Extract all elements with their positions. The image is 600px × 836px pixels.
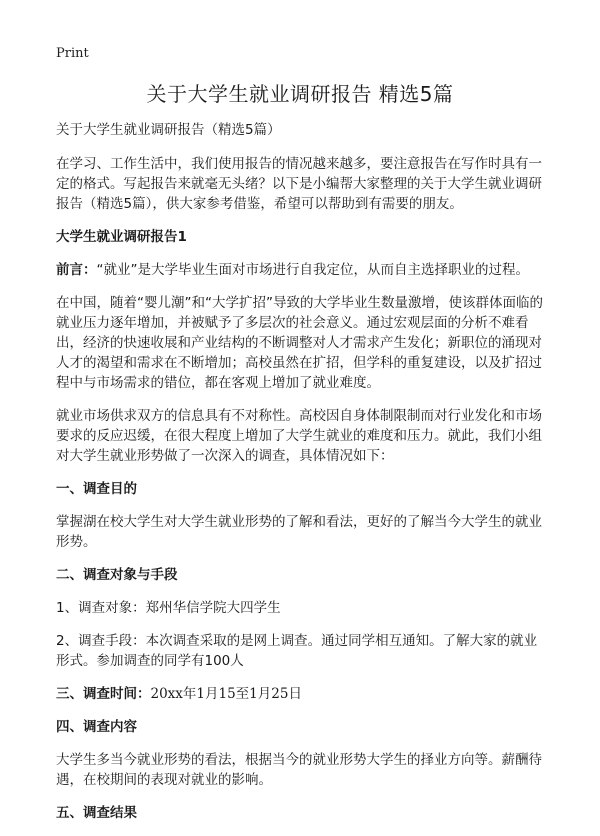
document-body [56, 120, 548, 836]
preface-paragraph [56, 260, 548, 280]
section-3-date: 20xx年1月15至1月25日 [150, 686, 302, 702]
preface-label: 前言： [56, 262, 97, 278]
preface-text: “就业”是大学毕业生面对市场进行自我定位，从而自主选择职业的过程。 [96, 262, 529, 278]
section-2-item-1: 1、调查对象：郑州华信学院大四学生 [56, 600, 281, 616]
section-4-text: 大学生多当今就业形势的看法，根据当今的就业形势大学生的择业方向等。薪酬待遇，在校期间的表现对就业的影响。 [56, 752, 542, 788]
intro-paragraph: 在学习、工作生活中，我们使用报告的情况越来越多，要注意报告在写作时具有一定的格式。写起报告来就毫无头绪？以下是小编帮大家整理的关于大学生就业调研报告（精选5篇），供大家参考借鉴，希望可以帮助到有需要的朋友。 [56, 156, 542, 212]
document-subtitle: 关于大学生就业调研报告（精选5篇） [56, 122, 281, 138]
china-context-paragraph: 在中国，随着“婴儿潮”和“大学扩招”导致的大学毕业生数量激增，使该群体面临的就业压力逐年增加，并被赋予了多层次的社会意义。通过宏观层面的分析不难看出，经济的快速收展和产业结构的不断调整对人才需求产生发化；新职位的涌现对人才的渴望和需求在不断增加；高校虽然在扩招，但学科的重复建设，以及扩招过程中与市场需求的错位，都在客观上增加了就业难度。 [56, 295, 543, 391]
section-4-heading: 四、调查内容 [56, 719, 137, 735]
document-title: 关于大学生就业调研报告 精选5篇 [146, 82, 454, 106]
section-1-text: 掌握湖在校大学生对大学生就业形势的了解和看法，更好的了解当今大学生的就业形势。 [56, 514, 542, 550]
section-1-heading: 一、调查目的 [56, 481, 137, 497]
section-2-item-2: 2、调查手段：本次调查采取的是网上调查。通过同学相互通知。了解大家的就业形式。参加调查的同学有100人 [56, 633, 538, 669]
section-2-heading: 二、调查对象与手段 [56, 567, 178, 583]
report-1-heading: 大学生就业调研报告1 [56, 229, 187, 245]
section-3-line [56, 684, 548, 704]
section-3-label: 三、调查时间： [56, 686, 151, 702]
market-paragraph: 就业市场供求双方的信息具有不对称性。高校因自身体制限制而对行业发化和市场要求的反应迟缓，在很大程度上增加了大学生就业的难度和压力。就此，我们小组对大学生就业形势做了一次深入的调查，具体情况如下： [56, 408, 542, 464]
print-link[interactable]: Print [56, 46, 89, 61]
section-5-heading: 五、调查结果 [56, 805, 137, 821]
